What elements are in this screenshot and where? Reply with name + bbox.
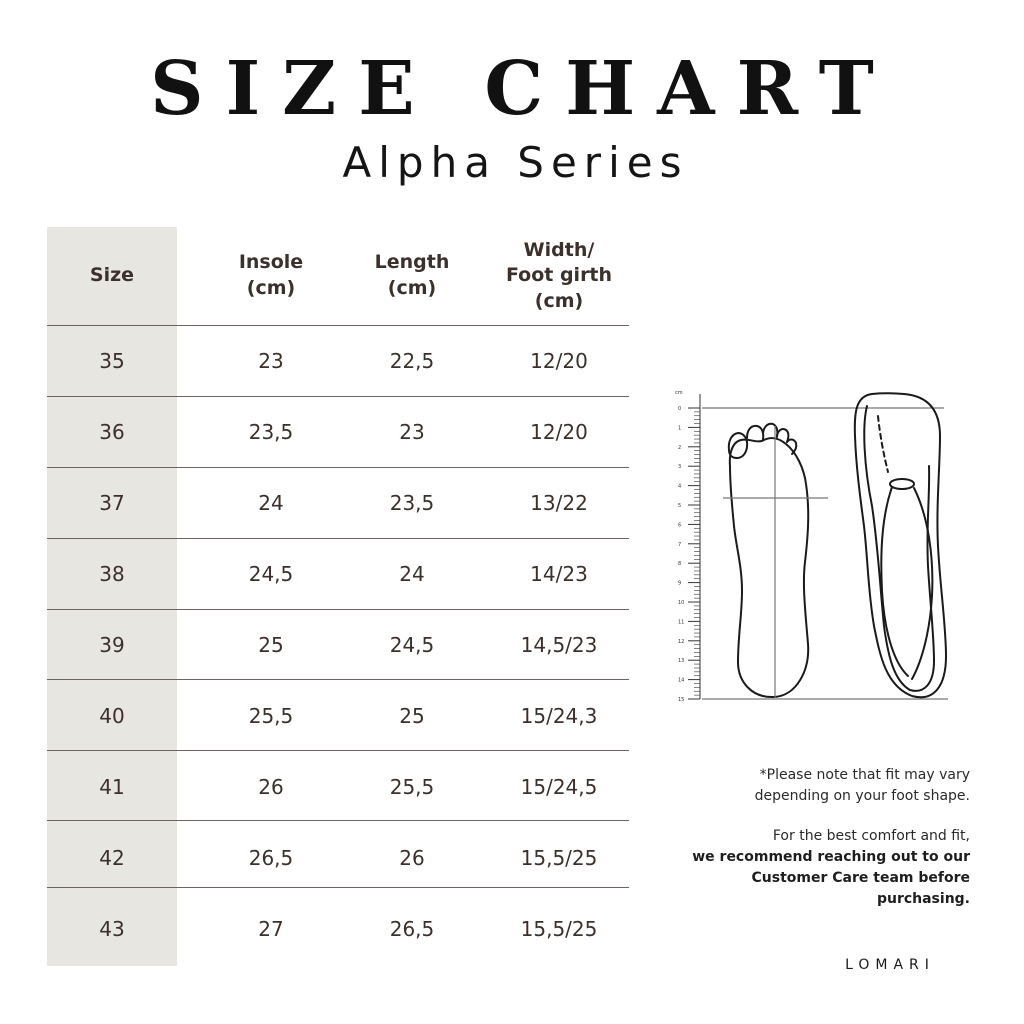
width-cell: 15,5/25 — [520, 845, 598, 870]
row-divider — [47, 325, 629, 326]
width-cell: 14,5/23 — [520, 632, 598, 657]
size-cell: 41 — [99, 774, 125, 799]
ruler-tick-label: 4 — [678, 483, 682, 490]
row-divider — [47, 750, 629, 751]
ruler-unit-label: cm — [675, 390, 683, 396]
ruler-tick-label: 0 — [678, 406, 682, 412]
row-divider — [47, 609, 629, 610]
insole-cell: 27 — [258, 916, 284, 941]
table-row — [47, 822, 629, 893]
length-cell: 23 — [399, 419, 425, 444]
row-divider — [47, 679, 629, 680]
row-divider — [47, 538, 629, 539]
table-header-row — [47, 227, 629, 325]
ruler-ticks — [688, 408, 700, 699]
ruler-labels — [678, 406, 684, 703]
length-cell: 23,5 — [389, 490, 435, 515]
width-cell: 15,5/25 — [520, 916, 598, 941]
ruler-tick-label: 10 — [678, 600, 685, 606]
ruler-tick-label: 3 — [678, 464, 682, 471]
column-header-size: Size — [89, 264, 135, 287]
size-cell: 38 — [99, 561, 125, 586]
length-cell: 25 — [399, 703, 425, 728]
table-row — [47, 325, 629, 396]
ruler-tick-label: 15 — [678, 697, 685, 703]
width-cell: 13/22 — [530, 490, 588, 515]
insole-cell: 26 — [258, 774, 284, 799]
row-divider — [47, 396, 629, 397]
page-title: SIZE CHART — [150, 46, 896, 132]
length-cell: 25,5 — [389, 774, 435, 799]
column-header-length: Length (cm) — [374, 251, 450, 299]
length-cell: 26,5 — [389, 916, 435, 941]
size-cell: 40 — [99, 703, 125, 728]
care-note-emphasis: Customer Care team before — [751, 870, 970, 886]
insole-cell: 24 — [258, 490, 284, 515]
width-cell: 15/24,3 — [520, 703, 598, 728]
size-cell: 35 — [99, 348, 125, 373]
insole-cell: 25 — [258, 632, 284, 657]
table-row — [47, 680, 629, 751]
sandal-outline-icon — [855, 393, 946, 697]
length-cell: 26 — [399, 845, 425, 870]
ruler-tick-label: 6 — [678, 522, 682, 529]
table-row — [47, 751, 629, 822]
ruler-tick-label: 5 — [678, 503, 682, 509]
table-row — [47, 538, 629, 609]
width-cell: 14/23 — [530, 561, 588, 586]
length-cell: 24 — [399, 561, 425, 586]
width-cell: 12/20 — [530, 348, 588, 373]
size-cell: 37 — [99, 490, 125, 515]
insole-cell: 26,5 — [248, 845, 294, 870]
brand-logo: LOMARI — [845, 957, 935, 973]
ruler-tick-label: 8 — [678, 561, 682, 568]
insole-cell: 23,5 — [248, 419, 294, 444]
foot-measurement-diagram — [672, 386, 952, 704]
fit-note-line: depending on your foot shape. — [754, 788, 970, 804]
size-cell: 43 — [99, 916, 125, 941]
fit-note-line: *Please note that fit may vary — [759, 767, 970, 783]
ruler-tick-label: 12 — [678, 638, 685, 645]
insole-cell: 25,5 — [248, 703, 294, 728]
width-cell: 15/24,5 — [520, 774, 598, 799]
size-cell: 36 — [99, 419, 125, 444]
insole-cell: 23 — [258, 348, 284, 373]
table-row — [47, 467, 629, 538]
ruler-tick-label: 2 — [678, 444, 682, 451]
customer-care-note — [692, 826, 970, 910]
length-cell: 24,5 — [389, 632, 435, 657]
row-divider — [47, 820, 629, 821]
care-note-emphasis: we recommend reaching out to our — [692, 849, 970, 865]
insole-cell: 24,5 — [248, 561, 294, 586]
care-note-line — [692, 868, 970, 889]
care-note-line — [692, 889, 970, 910]
ruler-tick-label: 13 — [678, 658, 685, 665]
ruler-tick-label: 14 — [678, 677, 685, 684]
column-header-width: Width/ Foot girth (cm) — [505, 238, 613, 312]
size-cell: 42 — [99, 845, 125, 870]
length-cell: 22,5 — [389, 348, 435, 373]
row-divider — [47, 887, 629, 888]
width-cell: 12/20 — [530, 419, 588, 444]
ruler-tick-label: 9 — [678, 580, 682, 587]
care-note-line: For the best comfort and fit, — [772, 828, 970, 844]
size-cell: 39 — [99, 632, 125, 657]
fit-note — [755, 765, 970, 807]
ruler — [675, 390, 700, 703]
table-row — [47, 893, 629, 964]
row-divider — [47, 467, 629, 468]
care-note-emphasis: purchasing. — [876, 891, 970, 907]
size-table — [47, 227, 629, 964]
foot-outline-icon — [729, 424, 808, 697]
page-subtitle: Alpha Series — [342, 138, 689, 187]
column-header-insole: Insole (cm) — [238, 251, 304, 299]
ruler-tick-label: 7 — [678, 541, 682, 548]
care-note-line — [692, 847, 970, 868]
ruler-tick-label: 11 — [678, 619, 685, 626]
table-row — [47, 396, 629, 467]
ruler-tick-label: 1 — [678, 425, 682, 432]
table-row — [47, 609, 629, 680]
